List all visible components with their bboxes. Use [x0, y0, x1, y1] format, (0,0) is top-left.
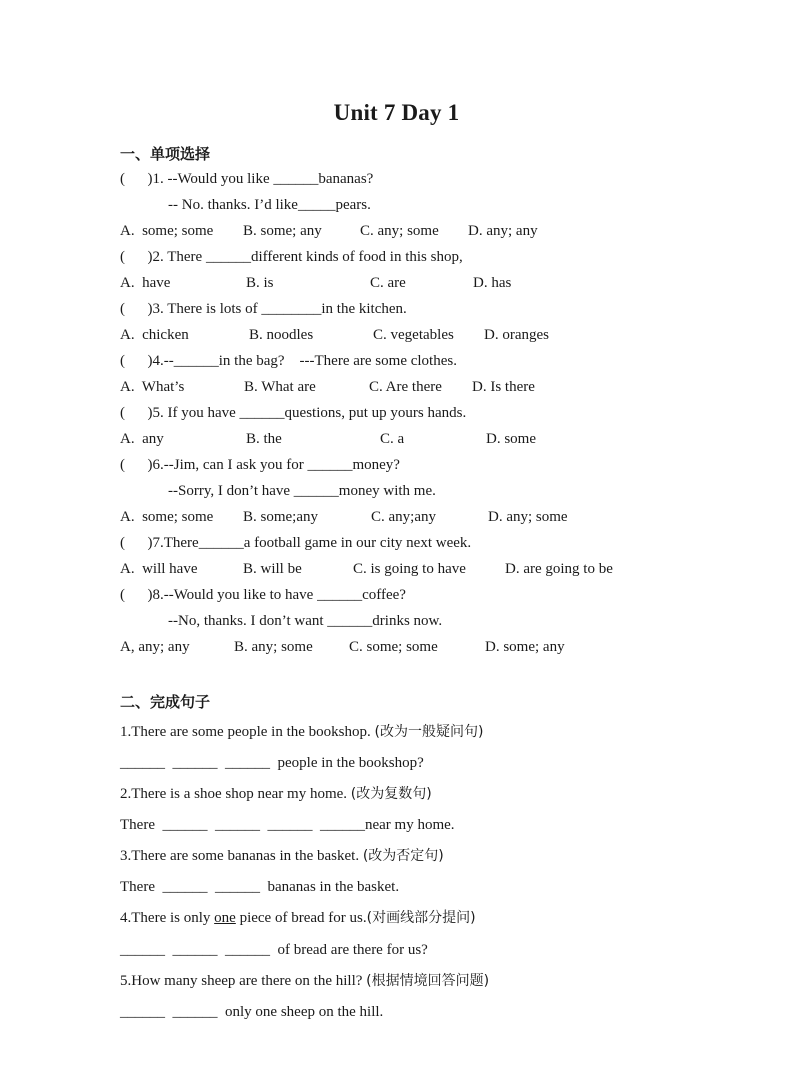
sentence-3-text: 3.There are some bananas in the basket.: [120, 848, 363, 864]
sentence-4-instruction: (对画线部分提问): [366, 910, 476, 926]
question-4-option-d: D. Is there: [472, 379, 535, 395]
sentence-3-answer: There ______ ______ bananas in the basket.: [120, 879, 400, 895]
question-5-line-1: ( )5. If you have ______questions, put up yours hands.: [120, 405, 467, 421]
question-6-option-b: B. some;any: [243, 509, 318, 525]
sentence-5-answer: ______ ______ only one sheep on the hill.: [120, 1004, 384, 1020]
question-3-option-b: B. noodles: [249, 327, 314, 343]
question-1-option-a: A. some; some: [120, 223, 214, 239]
question-1-option-d: D. any; any: [468, 223, 538, 239]
question-4-line-1: ( )4.--______in the bag? ---There are some clothes.: [120, 353, 457, 369]
question-8-line-1: ( )8.--Would you like to have ______coffee?: [120, 587, 406, 603]
page-title: Unit 7 Day 1: [333, 100, 460, 125]
sentence-2-text: 2.There is a shoe shop near my home.: [120, 786, 351, 802]
sentence-5-instruction: (根据情境回答问题): [366, 973, 490, 989]
question-4-option-b: B. What are: [244, 379, 316, 395]
question-8-option-a: A, any; any: [120, 639, 190, 655]
question-7-option-b: B. will be: [243, 561, 302, 577]
sentence-4-text-after: piece of bread for us.: [235, 910, 367, 926]
question-3-line-1: ( )3. There is lots of ________in the kitchen.: [120, 301, 407, 317]
question-6-option-a: A. some; some: [120, 509, 214, 525]
question-3-option-c: C. vegetables: [373, 327, 454, 343]
question-2-option-b: B. is: [246, 275, 274, 291]
question-4-option-c: C. Are there: [369, 379, 442, 395]
sentence-2-answer: There ______ ______ ______ ______near my home.: [120, 817, 455, 833]
question-8-option-d: D. some; any: [485, 639, 565, 655]
question-8-option-c: C. some; some: [349, 639, 438, 655]
question-1-line-2: -- No. thanks. I’d like_____pears.: [168, 197, 371, 213]
question-5-option-c: C. a: [380, 431, 405, 447]
question-7-option-a: A. will have: [120, 561, 198, 577]
question-2-option-a: A. have: [120, 275, 171, 291]
sentence-4-answer: ______ ______ ______ of bread are there for us?: [120, 942, 428, 958]
sentence-5-text: 5.How many sheep are there on the hill?: [120, 973, 367, 989]
sentence-4-text-before: 4.There is only: [120, 910, 215, 926]
sentence-3-instruction: (改为否定句): [362, 848, 444, 864]
sentence-1-text: 1.There are some people in the bookshop.: [120, 724, 375, 740]
sentence-4-prompt: [120, 909, 476, 927]
question-5-option-d: D. some: [486, 431, 536, 447]
sentence-1-instruction: (改为一般疑问句): [374, 724, 484, 740]
question-7-option-d: D. are going to be: [505, 561, 613, 577]
section-heading-complete-sentences: 二、完成句子: [120, 693, 211, 711]
question-7-option-c: C. is going to have: [353, 561, 466, 577]
sentence-1-prompt: [120, 723, 483, 741]
question-1-option-c: C. any; some: [360, 223, 439, 239]
question-2-line-1: ( )2. There ______different kinds of food in this shop,: [120, 249, 463, 265]
question-2-option-c: C. are: [370, 275, 406, 291]
sentence-2-prompt: [120, 785, 432, 803]
section-heading-multiple-choice: 一、单项选择: [120, 145, 211, 163]
question-6-option-d: D. any; some: [488, 509, 568, 525]
sentence-4-underlined-word: one: [214, 910, 236, 926]
question-6-line-2: --Sorry, I don’t have ______money with me.: [168, 483, 436, 499]
question-3-option-d: D. oranges: [484, 327, 549, 343]
question-5-option-b: B. the: [246, 431, 282, 447]
question-8-option-b: B. any; some: [234, 639, 313, 655]
question-2-option-d: D. has: [473, 275, 512, 291]
sentence-3-prompt: [120, 847, 444, 865]
sentence-2-instruction: (改为复数句): [350, 786, 432, 802]
question-3-option-a: A. chicken: [120, 327, 189, 343]
question-1-option-b: B. some; any: [243, 223, 322, 239]
sentence-5-prompt: [120, 972, 489, 990]
question-6-option-c: C. any;any: [371, 509, 436, 525]
question-4-option-a: A. What’s: [120, 379, 185, 395]
question-5-option-a: A. any: [120, 431, 164, 447]
question-1-line-1: ( )1. --Would you like ______bananas?: [120, 171, 374, 187]
question-8-line-2: --No, thanks. I don’t want ______drinks now.: [168, 613, 443, 629]
sentence-1-answer: ______ ______ ______ people in the bookshop?: [120, 755, 424, 771]
question-6-line-1: ( )6.--Jim, can I ask you for ______money?: [120, 457, 400, 473]
question-7-line-1: ( )7.There______a football game in our city next week.: [120, 535, 472, 551]
